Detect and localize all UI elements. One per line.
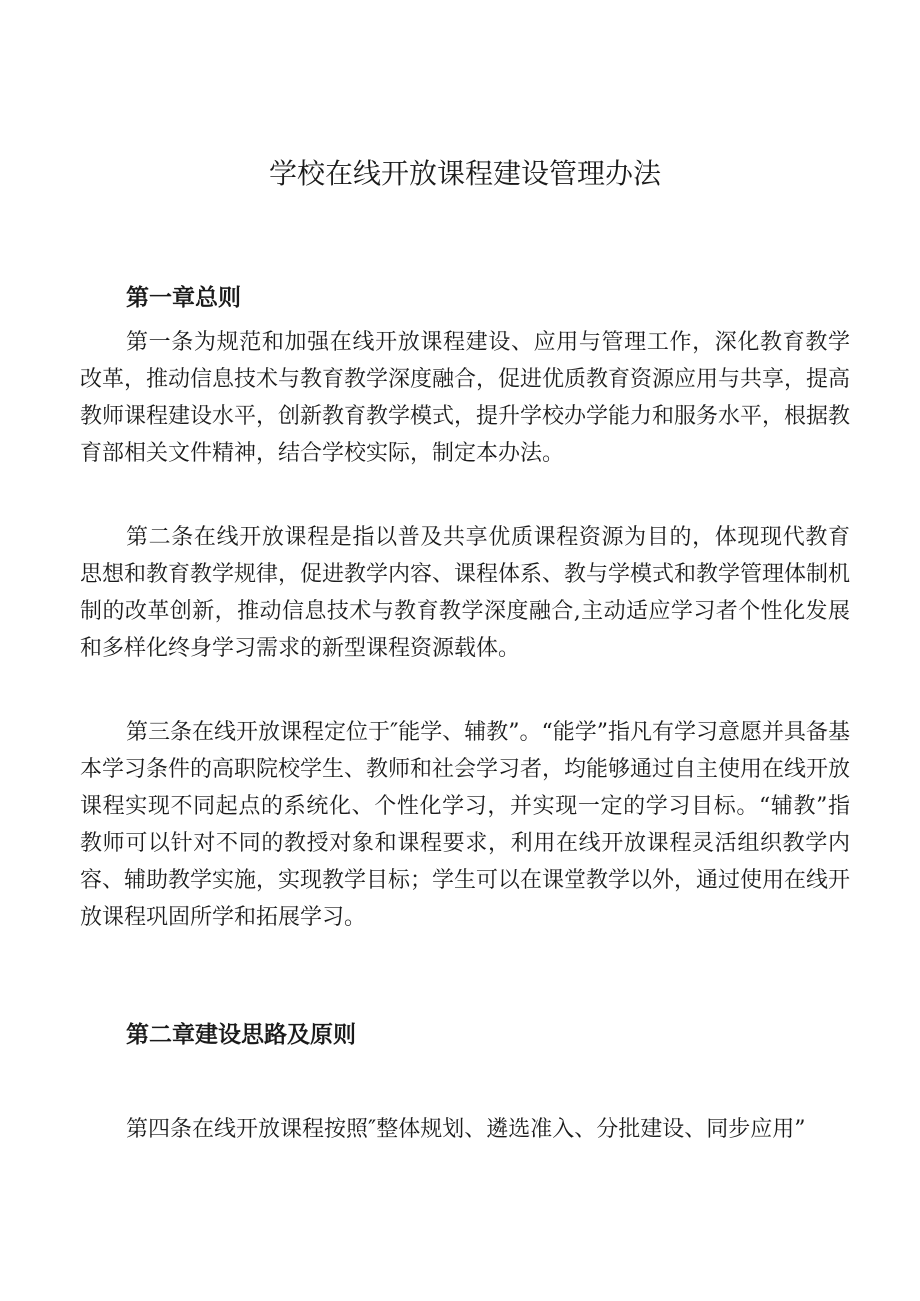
article-3: 第三条在线开放课程定位于″能学、辅教”。“能学”指凡有学习意愿并具备基本学习条件的高职院校学生、教师和社会学习者，均能够通过自主使用在线开放课程实现不同起点的系统化、个性化学习，并实现一定的学习目标。“辅教”指教师可以针对不同的教授对象和课程要求，利用在线开放课程灵活组织教学内容、辅助教学实施，实现教学目标；学生可以在课堂教学以外，通过使用在线开放课程巩固所学和拓展学习。: [80, 720, 851, 930]
document-title: 学校在线开放课程建设管理办法: [268, 157, 661, 190]
article-1: 第一条为规范和加强在线开放课程建设、应用与管理工作，深化教育教学改革，推动信息技术与教育教学深度融合，促进优质教育资源应用与共享，提高教师课程建设水平，创新教育教学模式，提升学校办学能力和服务水平，根据教育部相关文件精神，结合学校实际，制定本办法。: [80, 330, 851, 466]
chapter-2-heading: 第二章建设思路及原则: [126, 1022, 356, 1048]
article-2: 第二条在线开放课程是指以普及共享优质课程资源为目的，体现现代教育思想和教育教学规律，促进教学内容、课程体系、教与学模式和教学管理体制机制的改革创新，推动信息技术与教育教学深度融合,主动适应学习者个性化发展和多样化终身学习需求的新型课程资源载体。: [80, 525, 851, 661]
chapter-1-heading: 第一章总则: [126, 285, 241, 311]
article-4: 第四条在线开放课程按照″整体规划、遴选准入、分批建设、同步应用”: [126, 1117, 806, 1142]
